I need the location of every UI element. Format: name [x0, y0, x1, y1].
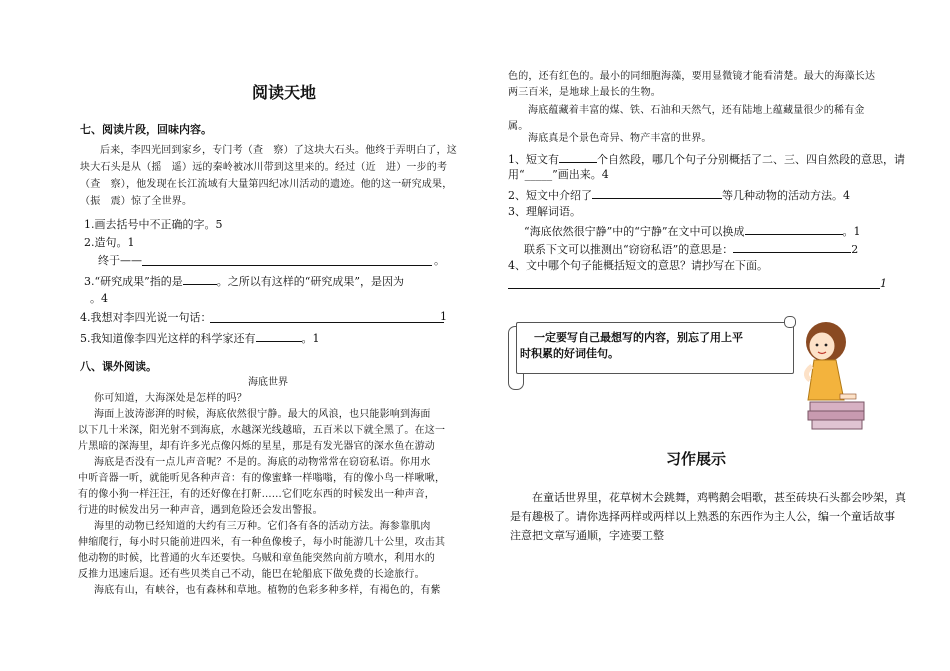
answer-line[interactable]	[142, 265, 432, 266]
story-line: 反推力迅速后退。还有些贝类自己不动，能巴在轮船底下做免费的长途旅行。	[78, 569, 425, 580]
writing-title: 习作展示	[666, 450, 727, 468]
section-8-heading: 八、课外阅读。	[80, 360, 157, 373]
story-line: 你可知道，大海深处是怎样的吗？	[94, 393, 247, 404]
writing-prompt-line: 在童话世界里，花草树木会跳舞，鸡鸭鹅会唱歌，甚至砖块石头都会吵架，真	[532, 491, 906, 504]
story-line: 海底蕴藏着丰富的煤、铁、石油和天然气，还有陆地上蕴藏量很少的稀有金	[528, 105, 865, 116]
question-2-prefix: 终于——	[98, 254, 142, 267]
passage-line: （查 察），他发现在长江流域有大量第四纪冰川活动的遗迹。他的这一研究成果，	[80, 179, 453, 190]
story-line: 海里的动物已经知道的大约有三万种。它们各有各的活动方法。海参靠肌肉	[94, 521, 431, 532]
story-line: 海底真是个景色奇异、物产丰富的世界。	[528, 133, 712, 144]
story-line: 行进的时候发出另一种声音，遇到危险还会发出警报。	[78, 505, 323, 516]
story-title: 海底世界	[248, 377, 288, 388]
book-icon	[810, 402, 864, 411]
writing-prompt-line: 注意把文章写通顺，字迹要工整	[510, 529, 664, 542]
question-3-text: 3.“研究成果”指的是	[84, 275, 183, 288]
right-question-2	[508, 187, 850, 202]
right-question-1	[508, 151, 905, 166]
right-question-4: 4、文中哪个句子能概括短文的意思？请抄写在下面。	[508, 259, 768, 272]
right-question-3a	[524, 223, 861, 238]
page-title: 阅读天地	[252, 83, 317, 102]
question-1: 1.画去括号中不正确的字。5	[84, 218, 223, 231]
question-4: 4.我想对李四光说一句话：	[80, 311, 212, 324]
story-line: 海底有山，有峡谷，也有森林和草地。植物的色彩多种多样，有褐色的，有紫	[94, 585, 441, 596]
story-line: 色的，还有红色的。最小的同细胞海藻，要用显微镜才能看清楚。最大的海藻长达	[508, 71, 876, 82]
story-line: 海面上波涛澎湃的时候，海底依然很宁静。最大的风浪，也只能影响到海面	[94, 409, 431, 420]
passage-line: 块大石头是从（摇 遥）远的秦岭被冰川带到这里来的。经过（近 进）一步的考	[80, 162, 448, 173]
story-line: 海底是否没有一点儿声音呢？不是的。海底的动物常常在窃窃私语。你用水	[94, 457, 431, 468]
question-5-end: 。1	[301, 332, 320, 345]
right-q3b-score: 2	[851, 243, 859, 256]
story-line: 他动物的时候，比普通的火车还要快。乌贼和章鱼能突然向前方喷水，利用水的	[78, 553, 435, 564]
dress-icon	[808, 360, 844, 400]
right-question-4-score: 1	[880, 277, 887, 290]
passage-line: 后来，李四光回到家乡，专门考（查 察）了这块大石头。他终于弄明白了，这	[100, 145, 457, 156]
tip-text: 时积累的好词佳句。	[520, 347, 619, 360]
story-line: 有的像小狗一样汪汪，有的还好像在打鼾……它们吃东西的时候发出一种声音，	[78, 489, 435, 500]
question-5	[80, 330, 320, 345]
right-q2-text: 2、短文中介绍了	[508, 189, 592, 202]
story-line: 伸缩爬行，每小时只能前进四米，有一种鱼像梭子，每小时能游几十公里，攻击其	[78, 537, 446, 548]
book-icon	[808, 411, 864, 420]
right-q3a-text: “海底依然很宁静”中的“宁静”在文中可以换成	[524, 225, 745, 238]
right-question-3b	[524, 241, 858, 256]
question-5-text: 5.我知道像李四光这样的科学家还有	[80, 332, 256, 345]
answer-blank[interactable]	[745, 223, 843, 235]
answer-blank[interactable]	[733, 241, 851, 253]
scroll-curl-right	[784, 316, 796, 328]
question-3-text-2: 。之所以有这样的“研究成果”，是因为	[216, 275, 404, 288]
question-4-score: 1	[440, 310, 447, 323]
answer-line[interactable]	[210, 322, 444, 323]
girl-reading-illustration	[796, 320, 868, 432]
question-3-end: 。4	[90, 292, 108, 305]
right-question-1-cont: 用“_____”画出来。4	[508, 168, 609, 181]
story-line: 两三百米，是地球上最长的生物。	[508, 87, 661, 98]
question-3	[84, 273, 404, 288]
passage-line: （振 震）惊了全世界。	[80, 196, 193, 207]
story-line: 以下几十米深，阳光射不到海底，水越深光线越暗，五百米以下就全黑了。在这一	[78, 425, 446, 436]
answer-blank[interactable]	[183, 273, 217, 285]
right-q3a-score: 。1	[842, 225, 861, 238]
question-2-end: 。	[434, 254, 445, 267]
right-q1-text: 1、短文有	[508, 153, 559, 166]
right-q2-text-2: 等几种动物的活动方法。4	[722, 189, 850, 202]
right-q1-text-2: 个自然段，哪几个句子分别概括了二、三、四自然段的意思，请	[597, 153, 905, 166]
story-line: 中听音器一听，就能听见各种声音：有的像蜜蜂一样嗡嗡，有的像小鸟一样啾啾，	[78, 473, 446, 484]
right-question-3: 3、理解词语。	[508, 205, 581, 218]
book-icon	[812, 420, 862, 429]
writing-prompt-line: 是有趣极了。请你选择两样或两样以上熟悉的东西作为主人公，编一个童话故事	[510, 510, 895, 523]
answer-blank[interactable]	[592, 187, 722, 199]
question-2: 2.造句。1	[84, 236, 135, 249]
section-7-heading: 七、阅读片段，回味内容。	[80, 123, 212, 136]
story-line: 片黑暗的深海里，却有许多光点像闪烁的星星，那是有发光器官的深水鱼在游动	[78, 441, 435, 452]
face-icon	[809, 332, 835, 360]
story-line: 属。	[508, 121, 529, 132]
tip-scroll	[508, 316, 790, 378]
right-q3b-text: 联系下文可以推测出“窃窃私语”的意思是：	[524, 243, 734, 256]
answer-blank[interactable]	[559, 151, 597, 163]
answer-line[interactable]	[508, 288, 880, 289]
tip-text: 一定要写自己最想写的内容，别忘了用上平	[534, 331, 743, 344]
answer-blank[interactable]	[256, 330, 302, 342]
